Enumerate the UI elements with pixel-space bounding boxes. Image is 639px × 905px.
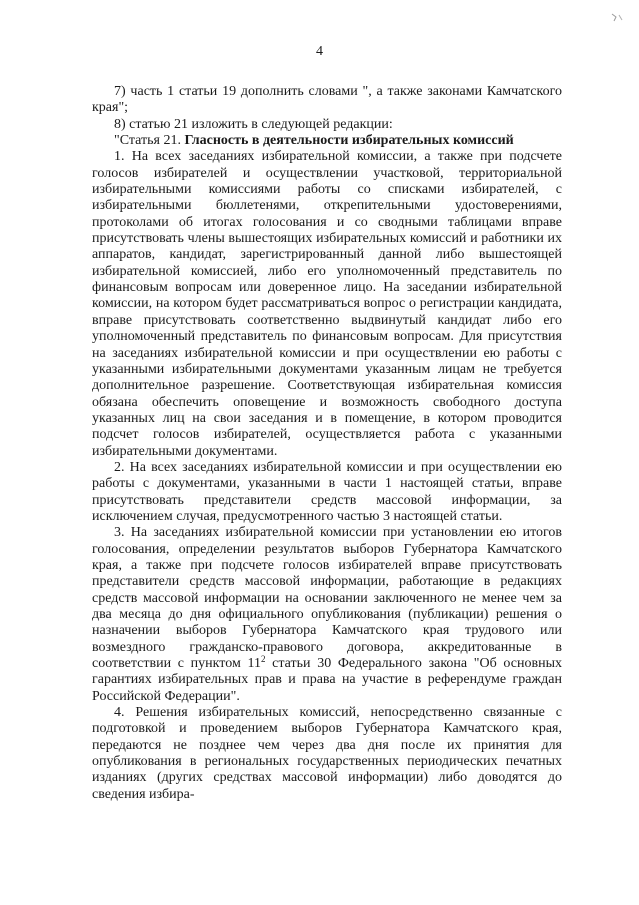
paragraph-4: 4. Решения избирательных комиссий, непосредственно связанные с подготовкой и проведением выборов Губернатора Камчатского края, передаются не позднее чем через два дня после их принятия для опубликования в региональных государственных периодических печатных изданиях (других средствах массовой информации) либо доводятся до сведения избира- [92, 705, 562, 802]
article-heading [92, 133, 562, 149]
article-title: Гласность в деятельности избирательных комиссий [184, 133, 514, 149]
paragraph-3-part-b: статьи 30 Федерального закона "Об основных гарантиях избирательных прав и права на участие в референдуме граждан Российской Федерации". [92, 656, 562, 704]
amendment-item-7: 7) часть 1 статьи 19 дополнить словами ", а также законами Камчатского края"; [92, 84, 562, 116]
paragraph-2: 2. На всех заседаниях избирательной комиссии и при осуществлении ею работы с документами, указанными в части 1 настоящей статьи, вправе присутствовать представители средств массовой информации, за исключением случая, предусмотренного частью 3 настоящей статьи. [92, 459, 562, 524]
page-number: 4 [316, 44, 323, 59]
paragraph-3 [92, 525, 562, 705]
corner-scan-mark [610, 12, 624, 24]
paragraph-1: 1. На всех заседаниях избирательной комиссии, а также при подсчете голосов избирателей и осуществлении участковой, территориальной избирательными комиссиями работы со списками избирателей, с избирательными бюллетенями, открепительными удостоверениями, протоколами об итогах голосования и со сводными таблицами вправе присутствовать члены вышестоящих избирательных комиссий и работники их аппаратов, кандидат, зарегистрированный данной либо вышестоящей избирательной комиссией, либо его уполномоченный представитель по финансовым вопросам или доверенное лицо. На заседании избирательной комиссии, на котором будет рассматриваться вопрос о регистрации кандидата, вправе присутствовать соответственно выдвинутый кандидат либо его уполномоченный представитель по финансовым вопросам. Для присутствия на заседаниях избирательной комиссии и при осуществлении ею работы с указанными избирательными документами указанным лицам не требуется дополнительное разрешение. Соответствующая избирательная комиссия обязана обеспечить оповещение и возможность свободного доступа указанных лиц на свои заседания и в помещение, в котором проводится подсчет голосов избирателей, осуществляется работа с указанными избирательными документами. [92, 149, 562, 459]
document-body [92, 84, 562, 803]
amendment-item-8: 8) статью 21 изложить в следующей редакции: [114, 116, 393, 132]
paragraph-3-part-a: 3. На заседаниях избирательной комиссии при установлении ею итогов голосования, определении результатов выборов Губернатора Камчатского края, а также при подсчете голосов избирателей вправе присутствовать представители средств массовой информации, работающие в редакциях средств массовой информации на основании заключенного не менее чем за два месяца до дня официального опубликования (публикации) решения о назначении выборов Губернатора Камчатского края трудового или возмездного гражданско-правового договора, аккредитованные в соответствии с пунктом 11 [92, 525, 562, 672]
article-prefix: "Статья 21. [114, 133, 185, 149]
paragraph-3-superscript: 2 [260, 654, 266, 665]
